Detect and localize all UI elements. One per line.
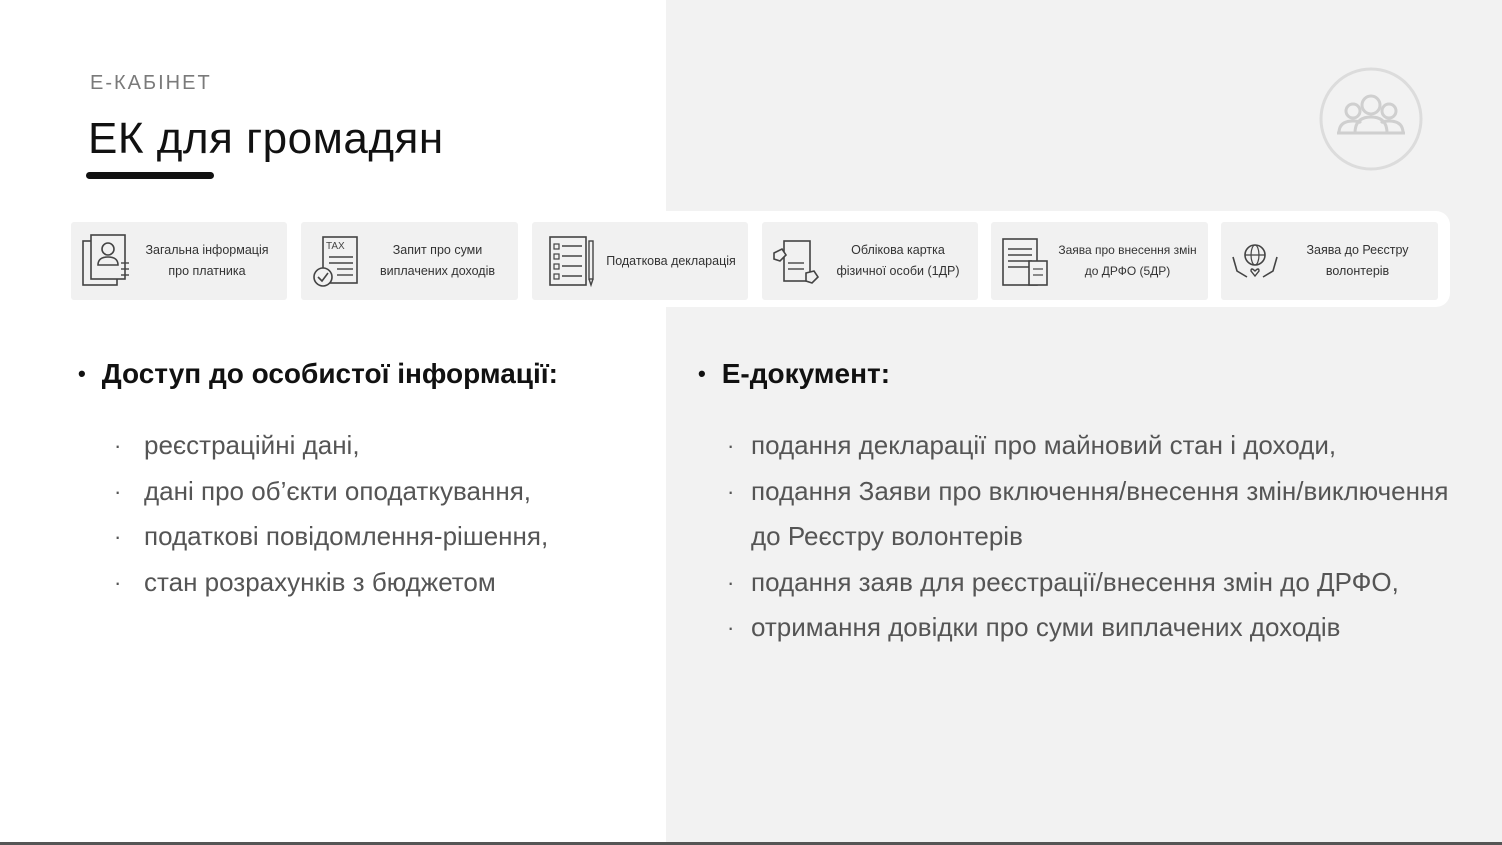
list-item: · отримання довідки про суми виплачених доходів xyxy=(751,605,1481,651)
tax-document-icon xyxy=(309,233,361,289)
card-label-line1: Заява до Реєстру xyxy=(1306,243,1409,257)
personal-info-list xyxy=(144,423,584,605)
page-title: ЕК для громадян xyxy=(88,114,444,163)
card-taxpayer-info[interactable] xyxy=(71,222,287,300)
card-label-line1: Заява про внесення змін xyxy=(1058,243,1197,257)
list-item: · реєстраційні дані, xyxy=(144,423,584,469)
heart-hands-icon xyxy=(1229,233,1281,289)
card-label-line2: фізичної особи (1ДР) xyxy=(836,264,960,278)
card-label-line1: Податкова декларація xyxy=(606,253,736,268)
bullet-icon: • xyxy=(698,361,706,386)
list-item: · подання Заяви про включення/внесення змін/виключення до Реєстру волонтерів xyxy=(751,469,1481,560)
e-document-list xyxy=(751,423,1481,651)
card-label-line1: Запит про суми xyxy=(392,243,483,257)
list-item: · подання декларації про майновий стан і доходи, xyxy=(751,423,1481,469)
section-heading xyxy=(698,358,1481,390)
e-document-section xyxy=(698,358,1481,651)
bullet-icon: • xyxy=(78,361,86,386)
svg-text:TAX: TAX xyxy=(326,241,345,252)
list-item: · податкові повідомлення-рішення, xyxy=(144,514,584,560)
title-underline xyxy=(86,172,214,179)
section-heading xyxy=(78,358,584,390)
section-heading-text: Е-документ: xyxy=(721,358,891,389)
list-item: · подання заяв для реєстрації/внесення змін до ДРФО, xyxy=(751,560,1481,606)
card-label-line1: Облікова картка xyxy=(851,243,945,257)
personal-info-section xyxy=(78,358,584,605)
card-volunteer-registry[interactable] xyxy=(1221,222,1438,300)
card-label-line2: волонтерів xyxy=(1325,264,1390,278)
card-label-line2: до ДРФО (5ДР) xyxy=(1084,264,1171,278)
card-hand-icon xyxy=(770,233,822,289)
card-label-line2: виплачених доходів xyxy=(379,264,496,278)
list-item: · дані про об’єкти оподаткування, xyxy=(144,469,584,515)
section-heading-text: Доступ до особистої інформації: xyxy=(101,358,558,389)
group-icon xyxy=(1319,67,1423,171)
card-registration-1dr[interactable] xyxy=(762,222,978,300)
checklist-icon xyxy=(546,233,598,289)
section-eyebrow: Е-КАБІНЕТ xyxy=(90,72,212,94)
card-label-line1: Загальна інформація xyxy=(145,243,269,257)
card-tax-declaration[interactable] xyxy=(532,222,748,300)
user-document-icon xyxy=(79,233,131,289)
card-drfo-changes-5dr[interactable] xyxy=(991,222,1208,300)
forms-icon xyxy=(999,233,1051,289)
card-income-request[interactable] xyxy=(301,222,518,300)
list-item: · стан розрахунків з бюджетом xyxy=(144,560,584,606)
card-label-line2: про платника xyxy=(168,264,246,278)
